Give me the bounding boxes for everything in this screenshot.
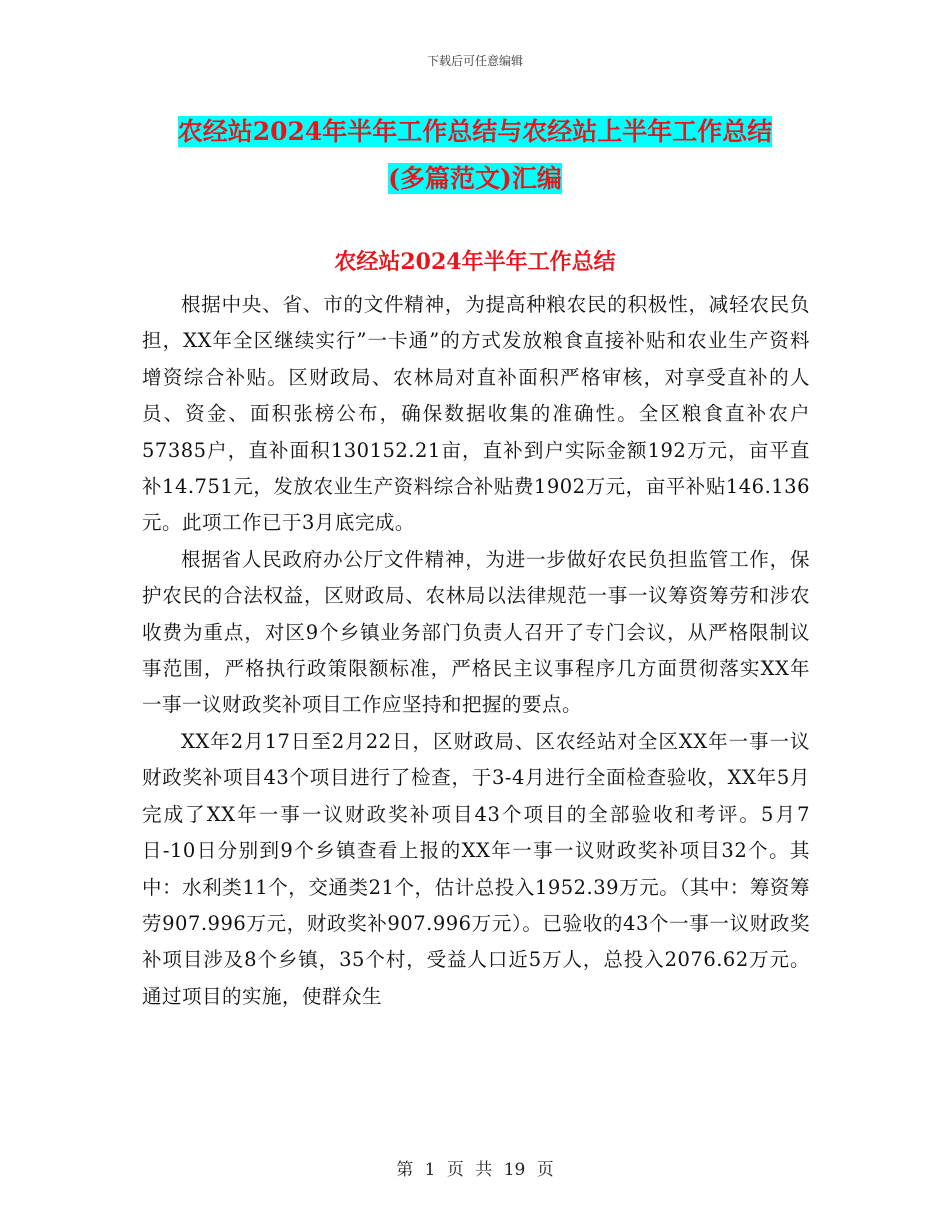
- paragraph: 根据省人民政府办公厅文件精神，为进一步做好农民负担监管工作，保护农民的合法权益，区财政局、农林局以法律规范一事一议筹资筹劳和涉农收费为重点，对区9个乡镇业务部门负责人召开了专门会议，从严格限制议事范围，严格执行政策限额标准，严格民主议事程序几方面贯彻落实XX年一事一议财政奖补项目工作应坚持和把握的要点。: [142, 547, 810, 717]
- document-title-line-2: (多篇范文)汇编: [388, 164, 562, 193]
- section-title: 农经站2024年半年工作总结: [334, 249, 616, 275]
- paragraph: 根据中央、省、市的文件精神，为提高种粮农民的积极性，减轻农民负担，XX年全区继续实行”一卡通”的方式发放粮食直接补贴和农业生产资料增资综合补贴。区财政局、农林局对直补面积严格审核，对享受直补的人员、资金、面积张榜公布，确保数据收集的准确性。全区粮食直补农户57385户，直补面积130152.21亩，直补到户实际金额192万元，亩平直补14.751元，发放农业生产资料综合补贴费1902万元，亩平补贴146.136元。此项工作已于3月底完成。: [142, 293, 810, 535]
- page-footer-page-number: 第 1 页 共 19 页: [396, 1160, 554, 1180]
- document-body: [142, 287, 810, 1015]
- page-header-note: 下载后可任意编辑: [426, 54, 523, 68]
- paragraph: XX年2月17日至2月22日，区财政局、区农经站对全区XX年一事一议财政奖补项目43个项目进行了检查，于3-4月进行全面检查验收，XX年5月完成了XX年一事一议财政奖补项目43个项目的全部验收和考评。5月7日-10日分别到9个乡镇查看上报的XX年一事一议财政奖补项目32个。其中：水利类11个，交通类21个，估计总投入1952.39万元。（其中：筹资筹劳907.996万元，财政奖补907.996万元）。已验收的43个一事一议财政奖补项目涉及8个乡镇，35个村，受益人口近5万人，总投入2076.62万元。通过项目的实施，使群众生: [142, 729, 810, 1008]
- document-title-line-1: 农经站2024年半年工作总结与农经站上半年工作总结: [177, 117, 773, 146]
- document-title: [140, 108, 810, 202]
